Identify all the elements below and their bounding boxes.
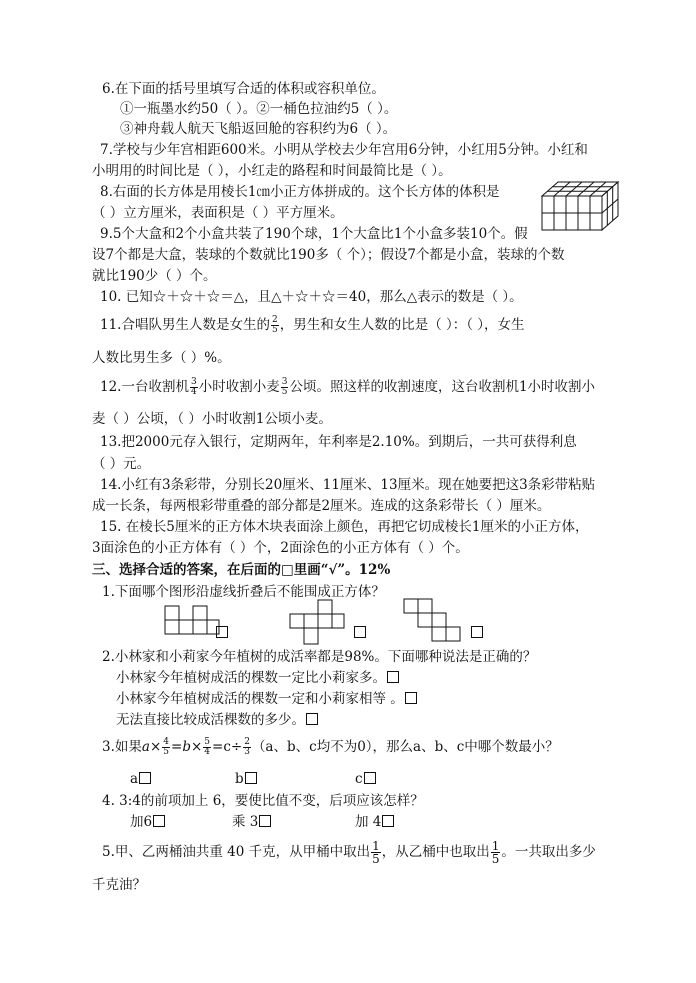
s2-checkbox-2[interactable] <box>405 692 417 704</box>
s4-checkbox-2[interactable] <box>259 815 271 827</box>
q7-line1: 7.学校与少年宫相距600米。小明从学校去少年宫用6分钟，小红用5分钟。小红和 <box>100 142 588 158</box>
q12-mid: 小时收割小麦 <box>198 379 280 395</box>
q8-line1: 8.右面的长方体是用棱长1㎝小正方体拼成的。这个长方体的体积是 <box>100 184 500 200</box>
s4-option-3: 加 4 <box>355 813 394 831</box>
q11-post: ，男生和女生人数的比是（ ）：（ ），女生 <box>279 317 525 333</box>
s2-checkbox-1[interactable] <box>387 671 399 683</box>
s2-option-3: 无法直接比较成活棵数的多少。 <box>116 711 318 729</box>
s3-line1: 3.如果a× $\frac{4}{5}$ =b× $\frac{5}{4}$ =c÷ $\frac{2}{3}$ （a、b、c均不为0），那么a、b、c中哪个数最小？ <box>102 737 559 757</box>
q11-pre: 11.合唱队男生人数是女生的 <box>100 317 270 333</box>
q10-line1: 10. 已知☆＋☆＋☆＝△，且△＋☆＋☆＝40，那么△表示的数是（ ）。 <box>100 289 523 305</box>
q13-line2: （ ）元。 <box>92 456 151 472</box>
s4-option-2: 乘 3 <box>232 813 271 831</box>
s3-option-c: c <box>355 770 376 788</box>
s3-option-b: b <box>235 770 257 788</box>
q6-line1: ①一瓶墨水约50（ ）。②一桶色拉油约5（ ）。 <box>120 101 398 117</box>
q14-line1: 14.小红有3条彩带，分别长20厘米、11厘米、13厘米。现在她要把这3条彩带粘贴 <box>100 477 596 493</box>
q15-line1: 15. 在棱长5厘米的正方体木块表面涂上颜色，再把它切成棱长1厘米的小正方体， <box>100 519 589 535</box>
s1-checkbox-2[interactable] <box>354 626 366 638</box>
s2-option-1: 小林家今年植树成活的棵数一定比小莉家多。 <box>116 669 399 687</box>
q12-post: 公顷。照这样的收割速度，这台收割机1小时收割小 <box>289 379 596 395</box>
q12-line1 <box>100 378 595 397</box>
s4-title: 4. 3:4的前项加上 6，要使比值不变，后项应该怎样？ <box>102 793 424 809</box>
s3-checkbox-c[interactable] <box>364 772 376 784</box>
s5-fraction-2: $\frac{1}{5}$ <box>491 839 500 866</box>
q12-pre: 12.一台收割机 <box>100 379 189 395</box>
s3-option-a: a <box>130 770 151 788</box>
s2-option-2: 小林家今年植树成活的棵数一定和小莉家相等 。 <box>116 690 417 708</box>
q15-line2: 3面涂色的小正方体有（ ）个，2面涂色的小正方体有（ ）个。 <box>92 540 469 556</box>
s1-checkbox-3[interactable] <box>471 626 483 638</box>
cube-net-1-figure <box>160 604 220 640</box>
s4-checkbox-3[interactable] <box>382 815 394 827</box>
q6-title: 6.在下面的括号里填写合适的体积或容积单位。 <box>102 81 385 97</box>
q14-line2: 成一长条，每两根彩带重叠的部分都是2厘米。连成的这条彩带长（ ）厘米。 <box>92 498 551 514</box>
s3-fraction-3: $\frac{2}{3}$ <box>244 737 250 757</box>
cube-net-3-figure <box>402 597 464 643</box>
q12-fraction-2: $\frac{3}{5}$ <box>281 377 288 397</box>
q11-fraction: $\frac{2}{5}$ <box>271 315 278 335</box>
s4-checkbox-1[interactable] <box>153 815 165 827</box>
q9-line1: 9.5个大盒和2个小盒共装了190个球，1个大盒比1个小盒多装10个。假 <box>100 226 528 242</box>
s2-title: 2.小林家和小莉家今年植树的成活率都是98%。下面哪种说法是正确的？ <box>102 649 537 665</box>
q6-line2: ③神舟载人航天飞船返回舱的容积约为6（ ）。 <box>120 121 397 137</box>
s5-line1: 5.甲、乙两桶油共重 40 千克，从甲桶中取出 $\frac{1}{5}$ ，从乙桶中也取出 $\frac{1}{5}$ 。一共取出多少 <box>102 839 596 866</box>
s2-checkbox-3[interactable] <box>306 713 318 725</box>
s1-title: 1.下面哪个图形沿虚线折叠后不能围成正方体？ <box>102 584 385 600</box>
cuboid-figure <box>540 178 620 234</box>
q9-line3: 就比190少（ ）个。 <box>92 268 217 284</box>
s5-fraction-1: $\frac{1}{5}$ <box>372 839 380 866</box>
q11-line1 <box>100 316 525 335</box>
s3-checkbox-a[interactable] <box>139 772 151 784</box>
q12-line2: 麦（ ）公顷，（ ）小时收割1公顷小麦。 <box>92 411 332 427</box>
s1-checkbox-1[interactable] <box>216 626 228 638</box>
q11-line2: 人数比男生多（ ）%。 <box>92 350 231 366</box>
q7-line2: 小明用的时间比是（ ），小红走的路程和时间最简比是（ ）。 <box>92 163 452 179</box>
s3-fraction-1: $\frac{4}{5}$ <box>163 737 169 757</box>
q8-line2: （ ）立方厘米，表面积是（ ）平方厘米。 <box>92 205 344 221</box>
q12-fraction-1: $\frac{3}{4}$ <box>190 377 197 397</box>
s4-option-1: 加6 <box>130 813 165 831</box>
q9-line2: 设7个都是大盒，装球的个数就比190多（ 个）；假设7个都是小盒，装球的个数 <box>92 247 565 263</box>
s3-fraction-2: $\frac{5}{4}$ <box>204 737 211 757</box>
q13-line1: 13.把2000元存入银行，定期两年，年利率是2.10%。到期后，一共可获得利息 <box>100 434 577 450</box>
s3-checkbox-b[interactable] <box>245 772 257 784</box>
cube-net-2-figure <box>288 598 346 648</box>
section3-title: 三、选择合适的答案，在后面的□里画“√”。12% <box>92 562 391 578</box>
s5-line2: 千克油？ <box>92 877 146 893</box>
